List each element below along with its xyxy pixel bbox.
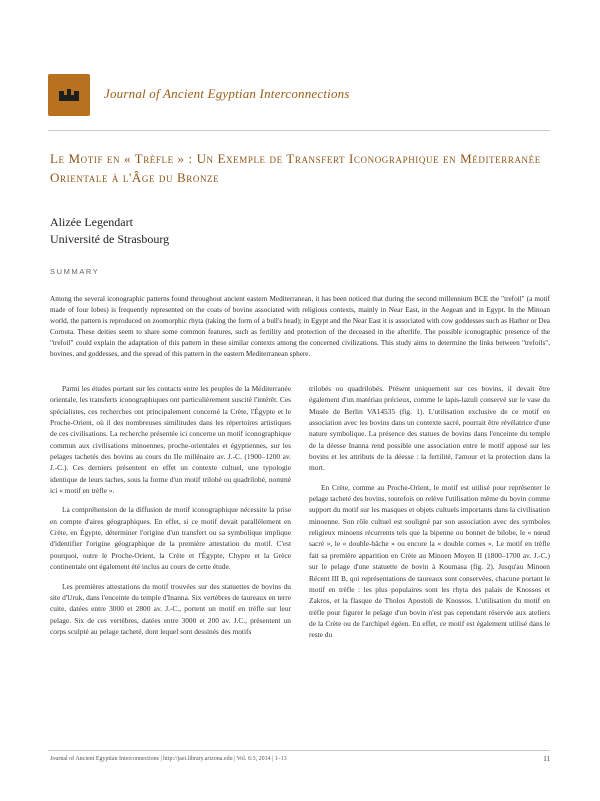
body-paragraph: trilobés ou quadrilobés. Présent uniquement sur ces bovins, il devait être également d'un matériau précieux, comme le lapis-lazuli conservé sur le vase du Musée de Berlin VA14535 (fig. 1). L'utilisation exclusive de ce motif en association avec les bovins dans un contexte sacré, pourrait être révélatrice d'une nature symbolique. La présence des statues de bovins dans l'enceinte du temple de la déesse Inanna rend possible une association entre le motif apposé sur les bovins et les attributs de la déesse : la fertilité, l'amour et la protection dans la mort. — [309, 384, 550, 473]
article-title: Le Motif en « Trèfle » : Un Exemple de Transfert Iconographique en Méditerranée Orientale à l'Âge du Bronze — [50, 151, 541, 185]
author-name: Alizée Legendart — [50, 215, 133, 229]
footer-rule — [48, 750, 550, 751]
crown-icon — [48, 74, 90, 116]
body-column-right — [309, 383, 550, 649]
journal-logo — [48, 74, 90, 116]
footer-citation: Journal of Ancient Egyptian Interconnections | http://jaei.library.arizona.edu | Vol. 6:3, 2014 | 1–13 — [50, 756, 287, 762]
page-number: 11 — [543, 755, 550, 763]
summary-text: Among the several iconographic patterns found throughout ancient eastern Mediterranean, it has been noticed that during the second millennium BCE the "trefoil" (a motif made of four lobes) is frequently represented on the coats of bovine associated with religious contexts, mainly in Near East, in the Aegean and in Egypt. In the Minoan world, the pattern is reproduced on zoomorphic rhyta (taking the form of a bull's head); in Egypt and the Near East it is associated with cow goddesses such as Hathor or Dea Cornuta. These deities seem to share some common features, such as fertility and protection of the deceased in the afterlife. The possible iconographic presence of the "trefoil" could explain the adaptation of this pattern in these similar contexts among the concerned civilizations. This study aims to determine the links between "trefoils", bovines, and goddesses, and the spread of this pattern in the eastern Mediterranean sphere. — [50, 295, 550, 359]
journal-name: Journal of Ancient Egyptian Interconnections — [104, 86, 350, 101]
body-column-left — [50, 383, 291, 645]
author-affiliation: Université de Strasbourg — [50, 232, 170, 246]
summary-heading: SUMMARY — [50, 267, 100, 276]
body-paragraph: Parmi les études portant sur les contacts entre les peuples de la Méditerranée orientale, les transferts iconographiques ont particulièrement suscité l'intérêt. Ces spécialistes, ces recherches ont principalement concerné la Crète, l'Égypte et le Proche-Orient, où il des nombreuses similitudes dans les répertoires artistiques de ces civilisations. La recherche présentée ici concerne un motif iconographique commun aux civilisations minoennes, proche-orientales et égyptiennes, sur les pelages tachetés des bovins au cours du IIe millénaire av. J.-C. (1900–1200 av. J.-C.). Ces derniers présentent en effet un contexte cultuel, une typologie identique de leurs taches, sous la forme d'un motif trilobé ou quadrilobé, nommé ici « motif en trèfle ». — [50, 384, 291, 496]
body-paragraph: En Crète, comme au Proche-Orient, le motif est utilisé pour représenter le pelage tacheté des bovins, toutefois on relève l'utilisation même du bovin comme support du motif sur les masques et objets cultuels importants dans la civilisation minoenne. Son rôle cultuel est souligné par son association avec des symboles religieux minoens récurrents tels que la bipenne ou bonnet de bilobe, le « nœud sacré », le « double-bâche » ou encore la « double cornes ». Le motif en trèfle fait sa première apparition en Crète au Minoen Moyen II (1800–1700 av. J.-C.) sur le pelage d'une statuette de bovin à Koumasa (fig. 2). Jusqu'au Minoen Récent III B, qui représentations de taureaux sont conservées, chacune portant le motif en trèfle : les plus populaires sont les rhyta des palais de Knossos et Zakros, et la flasque de Tholos Apostoli de Knossos. L'utilisation du motif en trèfle pour figurer le pelage d'un bovin n'est pas cependant réservée aux ateliers de la Crète ou de l'archipel égéen. En effet, ce motif est également utilisé dans le reste du — [309, 482, 550, 640]
header-rule — [48, 130, 550, 131]
body-paragraph: La compréhension de la diffusion de motif iconographique nécessite la prise en compte d'aires géographiques. En effet, si ce motif devait parallèlement en Crète, en Égypte, déterminer l'origine d'un transfert ou sa symbolique implique d'identifier l'origine géographique de la première attestation du motif. C'est pourquoi, outre le Proche-Orient, la Crète et l'Égypte, Chypre et la Grèce continentale ont également été inclus au cours de cette étude. — [50, 505, 291, 572]
body-paragraph: Les premières attestations du motif trouvées sur des statuettes de bovins du site d'Uruk, dans l'enceinte du temple d'Inanna. Six vertèbres de taureaux en terre cuite, datées entre 3000 et 2800 av. J.-C., portent un motif en trèfle sur leur pelage. Six de ces vertèbres, datées entre 3000 et 200 av. J.C., présentent un corps sculpté au pelage tacheté, dont lequel sont dessinés des motifs — [50, 581, 291, 636]
